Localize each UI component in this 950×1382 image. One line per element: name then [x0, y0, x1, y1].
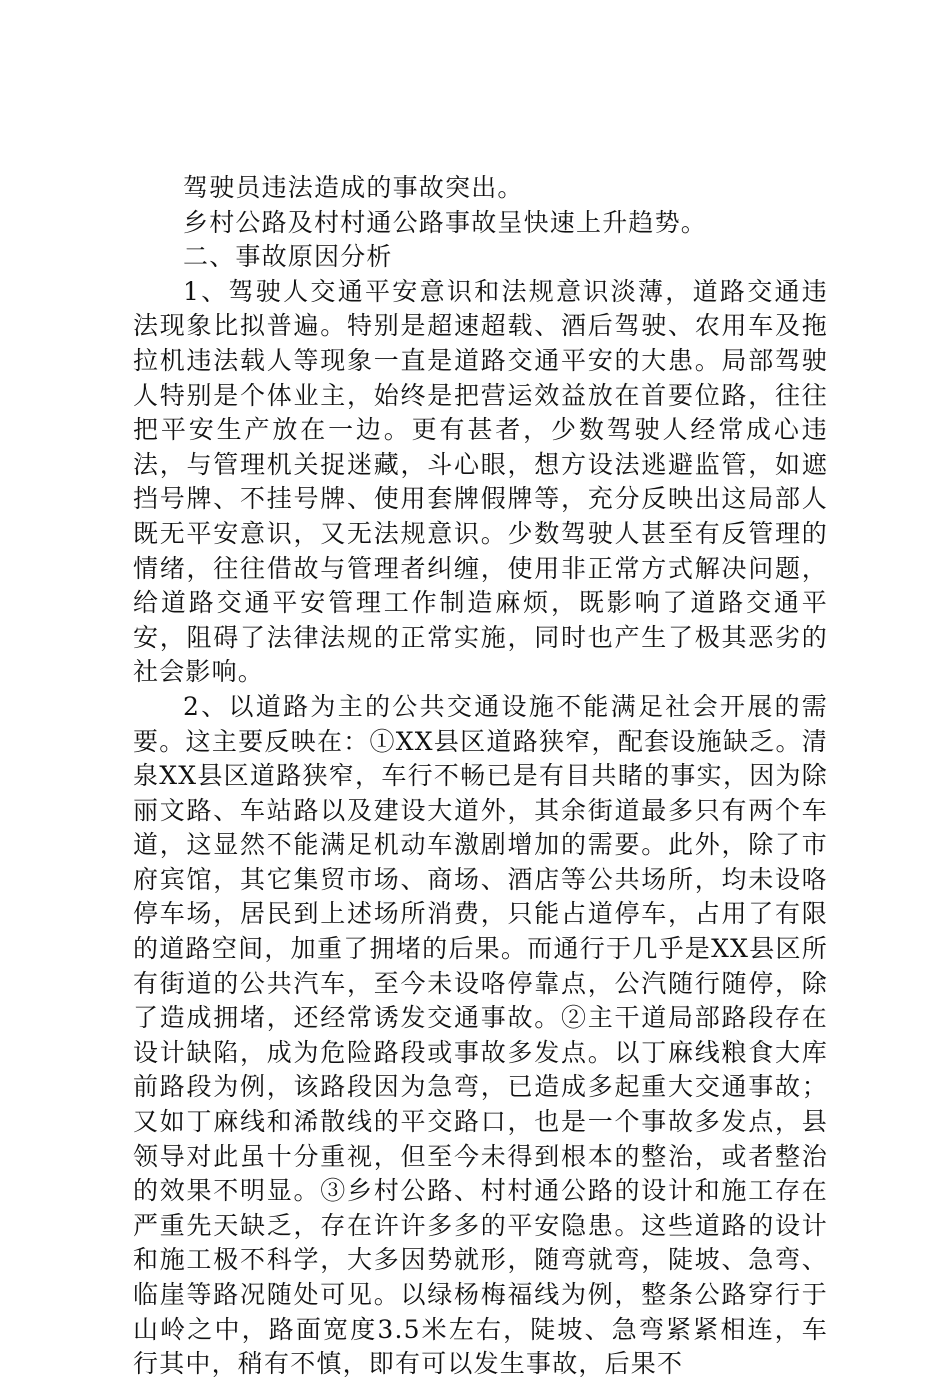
section-heading-cause-analysis: 二、事故原因分析	[183, 242, 393, 272]
paragraph-public-transport-facilities: 2、以道路为主的公共交通设施不能满足社会开展的需要。这主要反映在：①XX县区道路狭窄，配套设施缺乏。清泉XX县区道路狭窄，车行不畅已是有目共睹的事实，因为除丽文路、车站路以及建设大道外，其余街道最多只有两个车道，这显然不能满足机动车激剧增加的需要。此外，除了市府宾馆，其它集贸市场、商场、酒店等公共场所，均未设咯停车场，居民到上述场所消费，只能占道停车，占用了有限的道路空间，加重了拥堵的后果。而通行于几乎是XX县区所有街道的公共汽车，至今未设咯停靠点，公汽随行随停，除了造成拥堵，还经常诱发交通事故。②主干道局部路段存在设计缺陷，成为危险路段或事故多发点。以丁麻线粮食大库前路段为例，该路段因为急弯，已造成多起重大交通事故；又如丁麻线和浠散线的平交路口，也是一个事故多发点，县领导对此虽十分重视，但至今未得到根本的整治，或者整治的效果不明显。③乡村公路、村村通公路的设计和施工存在严重先天缺乏，存在许许多多的平安隐患。这些道路的设计和施工极不科学，大多因势就形，随弯就弯，陡坡、急弯、临崖等路况随处可见。以绿杨梅福线为例，整条公路穿行于山岭之中，路面宽度3.5米左右，陡坡、急弯紧紧相连，车行其中，稍有不慎，即有可以发生事故，后果不	[133, 691, 828, 1379]
paragraph-driver-violation: 驾驶员违法造成的事故突出。	[183, 173, 524, 202]
paragraph-driver-awareness: 1、驾驶人交通平安意识和法规意识淡薄，道路交通违法现象比拟普遍。特别是超速超载、酒后驾驶、农用车及拖拉机违法载人等现象一直是道路交通平安的大患。局部驾驶人特别是个体业主，始终是把营运效益放在首要位路，往往把平安生产放在一边。更有甚者，少数驾驶人经常成心违法，与管理机关捉迷藏，斗心眼，想方设法逃避监管，如遮挡号牌、不挂号牌、使用套牌假牌等，充分反映出这局部人既无平安意识，又无法规意识。少数驾驶人甚至有反管理的情绪，往往借故与管理者纠缠，使用非正常方式解决问题，给道路交通平安管理工作制造麻烦，既影响了道路交通平安，阻碍了法律法规的正常实施，同时也产生了极其恶劣的社会影响。	[133, 276, 828, 687]
document-body	[133, 171, 828, 1382]
paragraph-rural-road-trend: 乡村公路及村村通公路事故呈快速上升趋势。	[183, 207, 708, 237]
